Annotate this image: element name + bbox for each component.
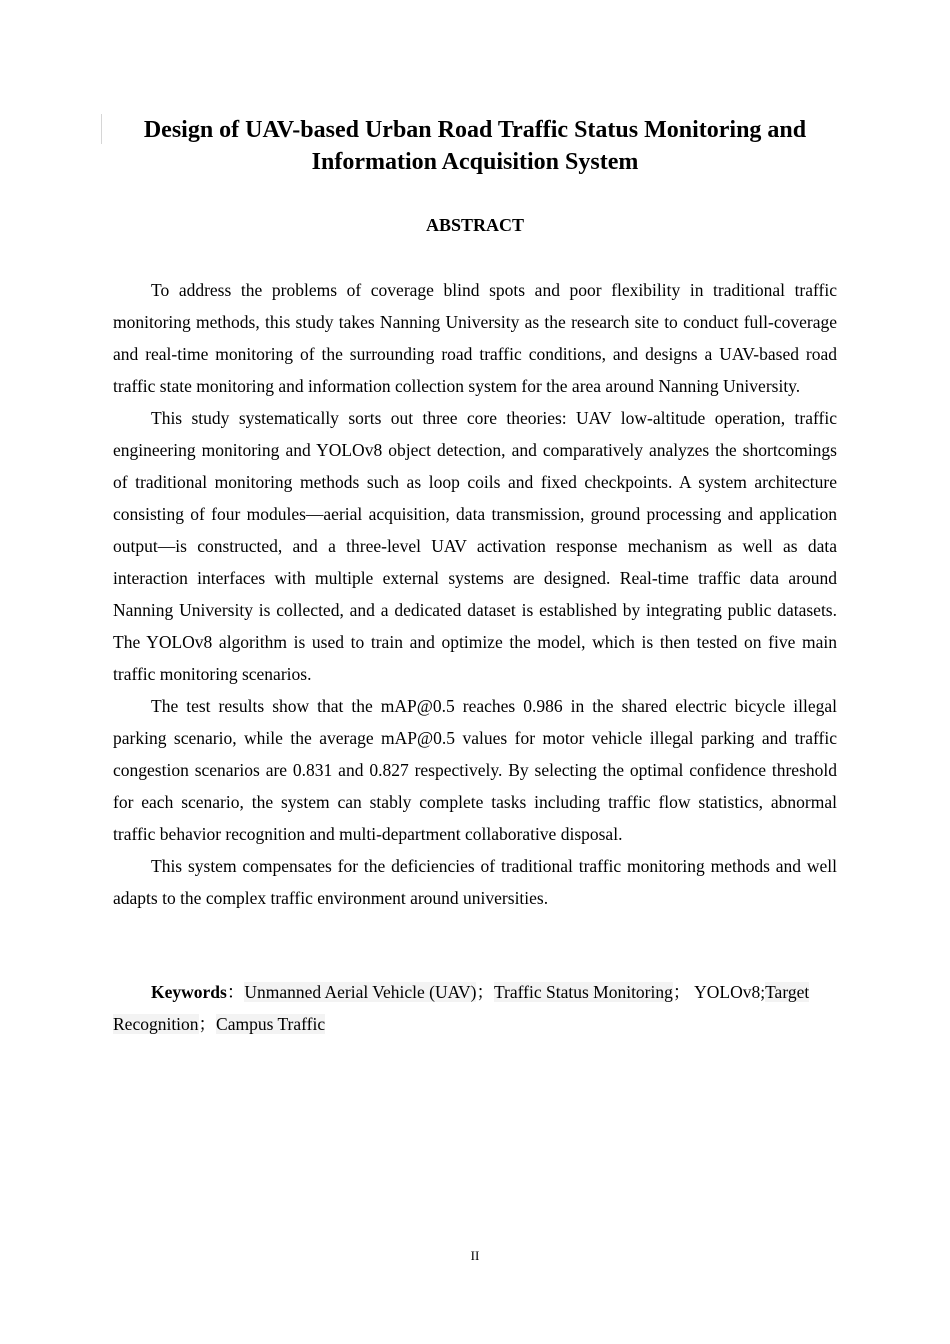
paper-title: [113, 114, 837, 178]
abstract-paragraph-1: To address the problems of coverage blind spots and poor flexibility in traditional traffic monitoring methods, this study takes Nanning University as the research site to conduct full-coverage and real-time monitoring of the surrounding road traffic conditions, and designs a UAV-based road traffic state monitoring and information collection system for the area around Nanning University.: [113, 280, 837, 396]
keyword-target-recognition: Target Recognition: [113, 982, 810, 1034]
abstract-paragraph-3: The test results show that the mAP@0.5 reaches 0.986 in the shared electric bicycle illegal parking scenario, while the average mAP@0.5 values for motor vehicle illegal parking and traffic congestion scenarios are 0.831 and 0.827 respectively. By selecting the optimal confidence threshold for each scenario, the system can stably complete tasks including traffic flow statistics, abnormal traffic behavior recognition and multi-department collaborative disposal.: [113, 696, 837, 844]
keywords-label-separator: ：: [226, 982, 245, 1002]
abstract-paragraph-4: This system compensates for the deficiencies of traditional traffic monitoring methods and well adapts to the complex traffic environment around universities.: [113, 856, 837, 908]
keyword-separator-2: ；: [672, 982, 691, 1002]
keyword-campus-traffic: Campus Traffic: [216, 1014, 326, 1034]
page-number: II: [470, 1248, 480, 1263]
keywords-line: [113, 976, 837, 1040]
paper-title-line-2: Information Acquisition System: [311, 149, 639, 175]
paper-title-line-1: Design of UAV-based Urban Road Traffic Status Monitoring and: [143, 117, 807, 143]
abstract-paragraph-2: This study systematically sorts out three core theories: UAV low-altitude operation, traffic engineering monitoring and YOLOv8 object detection, and comparatively analyzes the shortcomings of traditional monitoring methods such as loop coils and fixed checkpoints. A system architecture consisting of four modules—aerial acquisition, data transmission, ground processing and application output—is constructed, and a three-level UAV activation response mechanism as well as data interaction interfaces with multiple external systems are designed. Real-time traffic data around Nanning University is collected, and a dedicated dataset is established by integrating public datasets. The YOLOv8 algorithm is used to train and optimize the model, which is then tested on five main traffic monitoring scenarios.: [113, 408, 837, 684]
keyword-separator-3: ；: [198, 1014, 217, 1034]
keyword-yolov8: YOLOv8;: [694, 982, 766, 1002]
keyword-separator-1: ；: [476, 982, 494, 1002]
keyword-uav: Unmanned Aerial Vehicle (UAV): [244, 982, 477, 1002]
abstract-heading: ABSTRACT: [425, 215, 525, 235]
margin-marker: [101, 114, 102, 144]
keyword-traffic-status-monitoring: Traffic Status Monitoring: [493, 982, 673, 1002]
keywords-label: Keywords: [151, 982, 227, 1002]
abstract-body: [113, 274, 837, 914]
